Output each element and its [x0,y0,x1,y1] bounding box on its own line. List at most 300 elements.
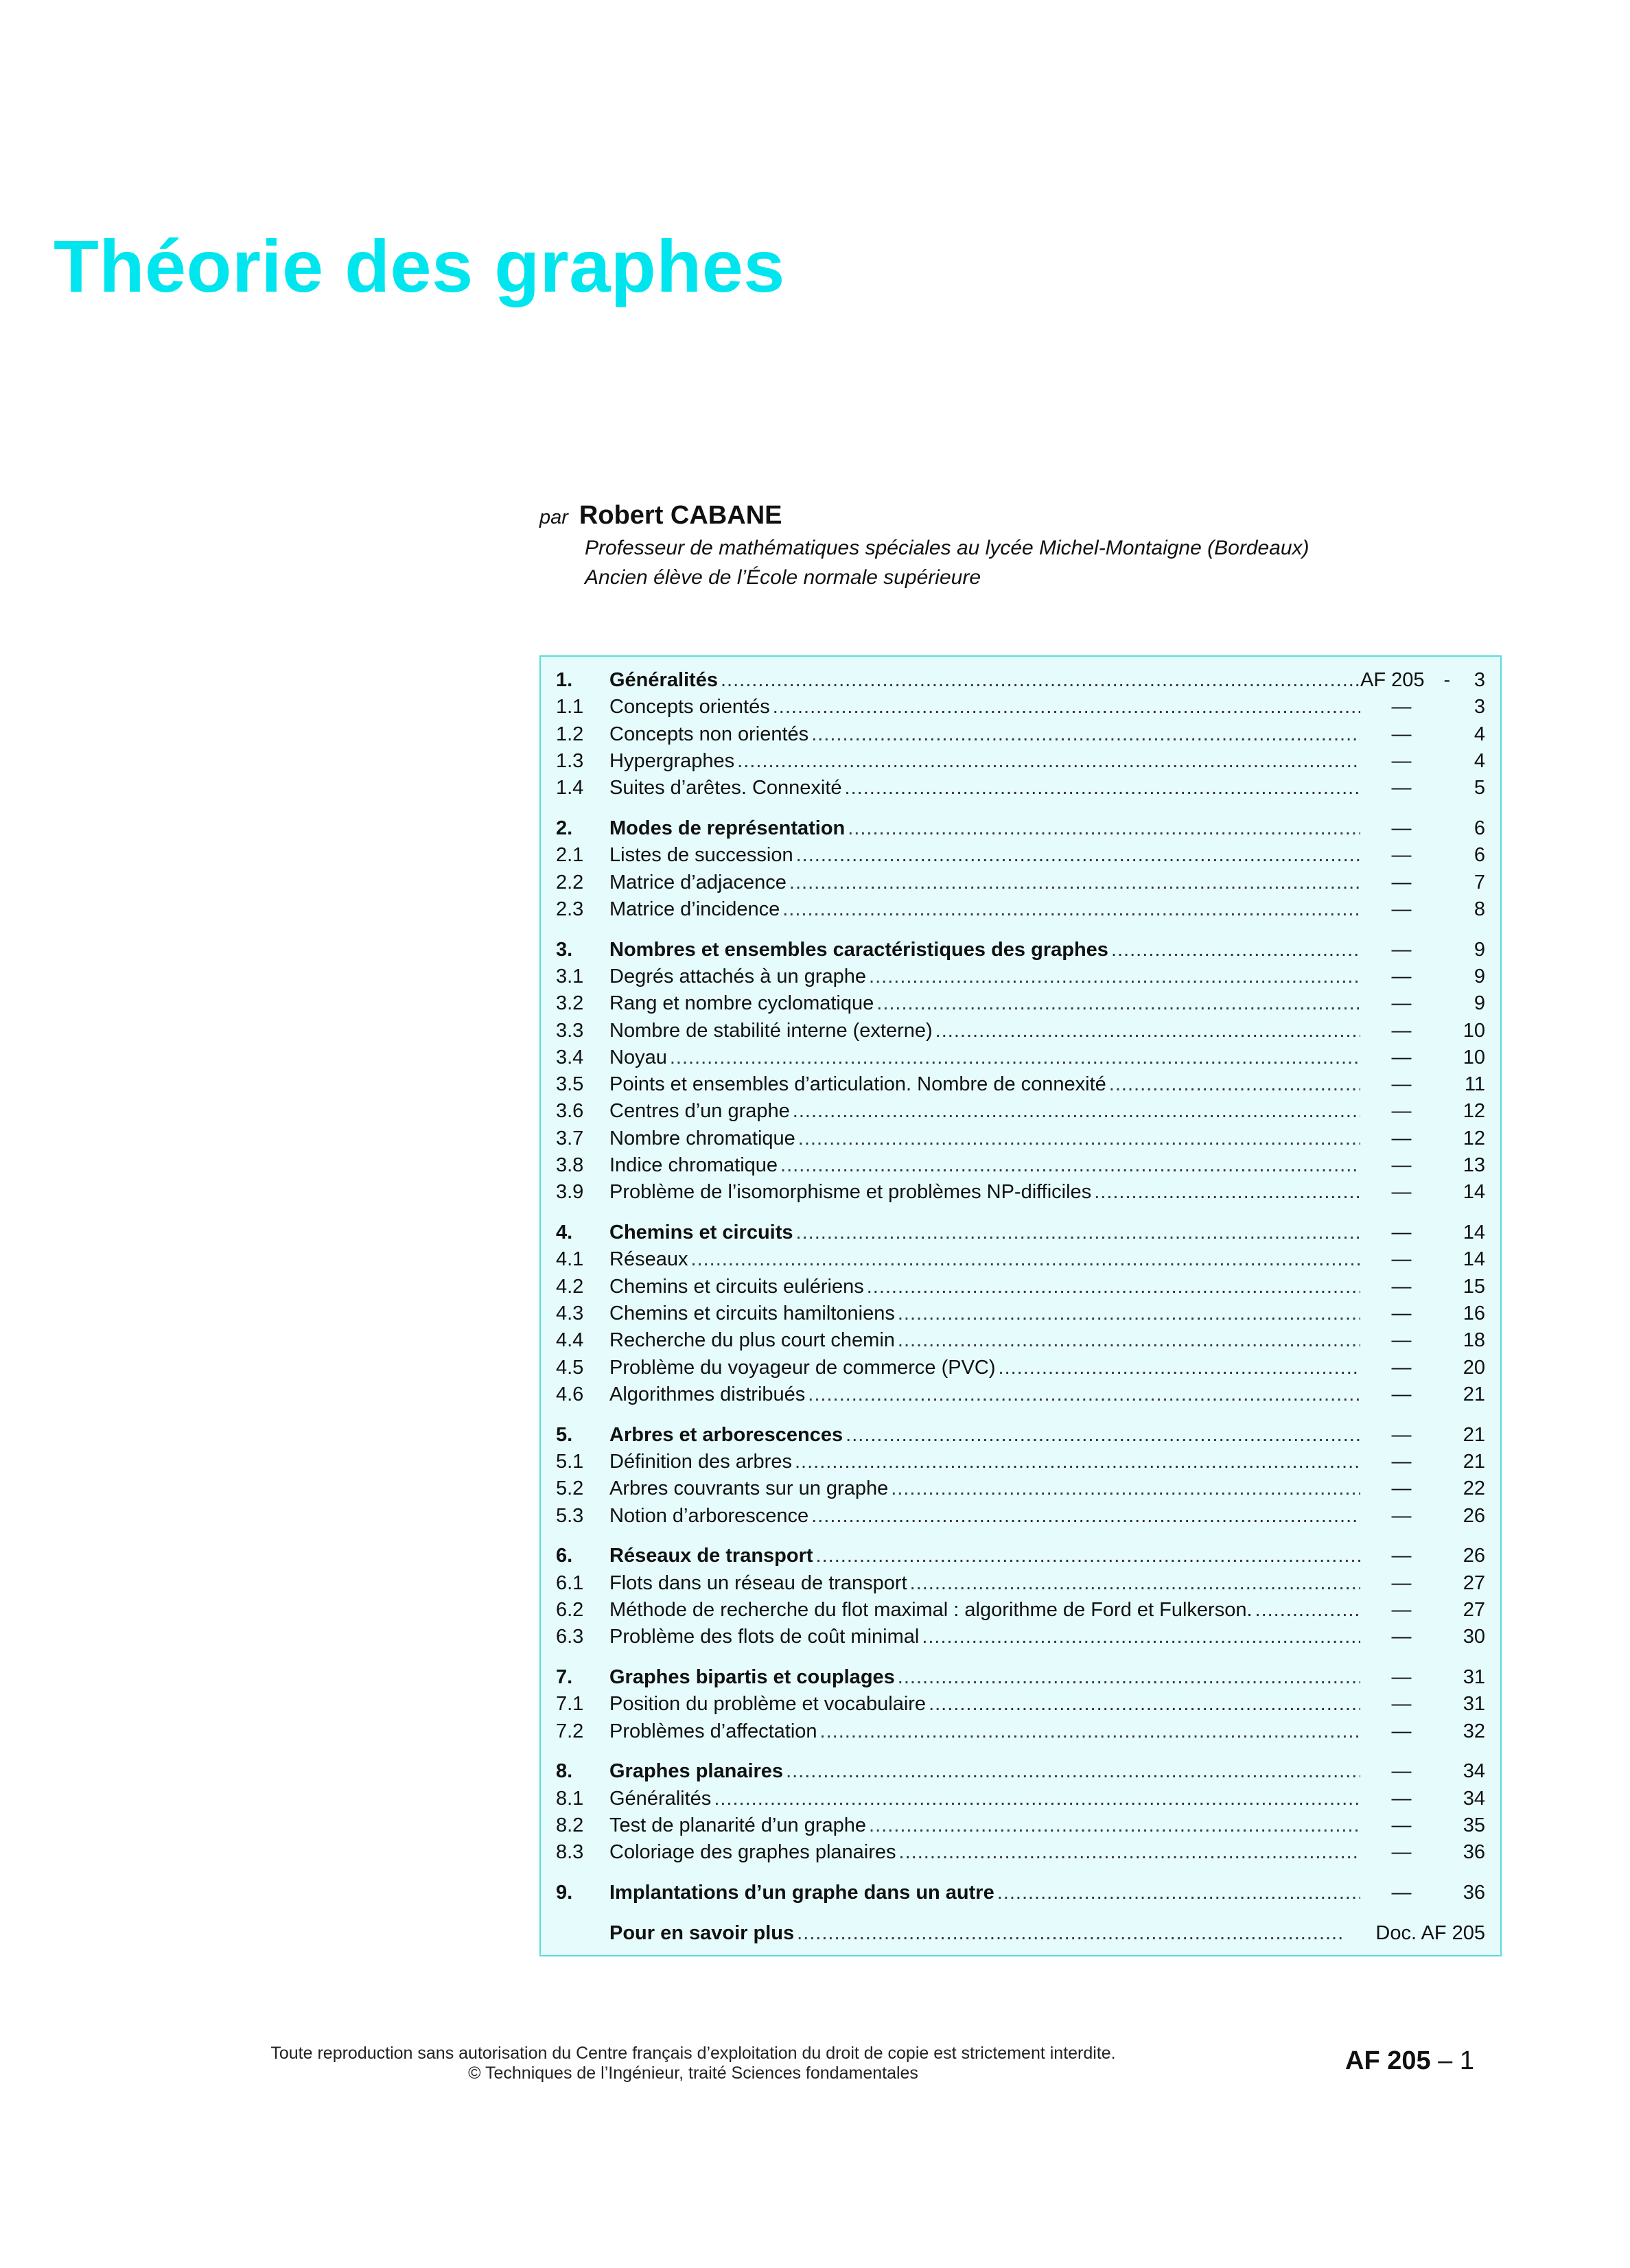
toc-subsection-row [541,1329,1500,1356]
toc-reference-code: — [1391,1626,1412,1648]
toc-number: 5.2 [556,1477,584,1500]
toc-subsection-row [541,1248,1500,1275]
toc-number: 7.2 [556,1720,584,1742]
toc-leader-dots [898,1329,1360,1352]
toc-number: 3.6 [556,1100,584,1123]
toc-number: 2.2 [556,871,584,893]
toc-reference-code: — [1391,1181,1412,1204]
toc-title: Pour en savoir plus [609,1921,795,1944]
toc-title: Hypergraphes [609,749,735,772]
toc-reference [1360,817,1443,840]
toc-reference-code: — [1391,1760,1412,1783]
toc-leader-dots [820,1720,1360,1743]
toc-subsection-row [541,1302,1500,1329]
toc-reference [1360,1276,1443,1298]
toc-reference [1360,1477,1443,1500]
toc-subsection-row [541,1505,1500,1532]
page-dash: – [1430,2046,1460,2075]
toc-title: Nombre chromatique [609,1127,795,1149]
toc-page-number: 15 [1463,1275,1485,1298]
toc-reference [1360,1221,1443,1244]
toc-reference-code: — [1391,871,1412,893]
toc-page-number: 3 [1474,669,1485,691]
toc-subsection-row [541,1383,1500,1410]
toc-subsection-row [541,1047,1500,1073]
toc-subsection-row [541,1814,1500,1841]
toc-subsection-row [541,872,1500,898]
toc-number: 1.4 [556,777,584,799]
toc-leader-dots [891,1477,1360,1500]
toc-leader-dots [997,1882,1360,1904]
toc-reference [1360,1545,1443,1567]
toc-leader-dots [999,1357,1360,1379]
toc-reference-code: — [1391,1154,1412,1177]
toc-number: 4.3 [556,1302,584,1325]
toc-reference [1360,1302,1443,1325]
toc-page-number: 27 [1463,1571,1485,1594]
toc-number: 3.5 [556,1073,584,1096]
toc-leader-dots [714,1788,1360,1810]
toc-leader-dots [867,1276,1360,1298]
toc-reference [1360,1329,1443,1352]
toc-leader-dots [898,1666,1360,1689]
author-block [539,500,1309,592]
toc-page-number: 20 [1463,1356,1485,1379]
toc-reference-code: — [1391,1019,1412,1042]
toc-reference [1360,872,1443,894]
toc-title: Problème de l’isomorphisme et problèmes NP-difficiles [609,1181,1092,1204]
toc-section-row [541,1545,1500,1571]
toc-subsection-row [541,1100,1500,1127]
toc-section-row [541,1666,1500,1693]
toc-title: Graphes planaires [609,1760,784,1783]
toc-section-row [541,1221,1500,1248]
toc-leader-dots [1109,1073,1360,1096]
toc-title: Flots dans un réseau de transport [609,1571,907,1594]
toc-page-number: 9 [1474,965,1485,987]
toc-section-row [541,817,1500,844]
toc-reference [1360,1047,1443,1069]
toc-reference-code: — [1391,992,1412,1015]
toc-page-number: 21 [1463,1383,1485,1405]
toc-leader-dots [935,1020,1360,1042]
toc-subsection-row [541,1357,1500,1383]
toc-reference [1360,1424,1443,1447]
toc-title: Arbres et arborescences [609,1423,843,1446]
toc-section-row [541,939,1500,966]
toc-number: 1.3 [556,749,584,772]
toc-subsection-row [541,1477,1500,1504]
table-of-contents [539,655,1502,1956]
toc-subsection-row [541,1841,1500,1868]
footer-line-1: Toute reproduction sans autorisation du Centre français d’exploitation du droit de copie est strictement interdite. [270,2044,1116,2063]
toc-reference-code: — [1391,817,1412,839]
toc-page-number: 8 [1474,898,1485,920]
toc-title: Concepts non orientés [609,723,809,745]
toc-number: 3.9 [556,1181,584,1204]
toc-page-number: 5 [1474,777,1485,799]
toc-page-number: 14 [1463,1221,1485,1244]
toc-leader-dots [869,1814,1360,1837]
toc-subsection-row [541,1693,1500,1720]
toc-subsection-row [541,844,1500,871]
toc-reference [1360,723,1443,746]
toc-subsection-row [541,1572,1500,1599]
toc-subsection-row [541,1020,1500,1047]
toc-leader-dots [811,723,1360,746]
toc-subsection-row [541,777,1500,804]
toc-number: 5.3 [556,1504,584,1527]
toc-number: 6.1 [556,1571,584,1594]
toc-leader-dots [846,1424,1360,1447]
toc-subsection-row [541,1451,1500,1477]
toc-page-number: 26 [1463,1545,1485,1567]
toc-leader-dots [1094,1181,1360,1204]
toc-reference [1360,1788,1443,1810]
toc-section-row [541,1424,1500,1451]
toc-reference [1360,844,1443,867]
toc-number: 4.5 [556,1356,584,1379]
toc-leader-dots [795,1451,1360,1473]
toc-reference-code: — [1391,749,1412,772]
toc-leader-dots [789,872,1360,894]
toc-number: 3. [556,938,573,961]
toc-page-number: 31 [1463,1666,1485,1689]
toc-reference [1360,1357,1443,1379]
toc-number: 3.8 [556,1154,584,1177]
toc-leader-dots [899,1841,1360,1864]
toc-number: 8. [556,1760,573,1783]
toc-page-number: 10 [1463,1019,1485,1042]
toc-reference-code: AF 205 [1360,669,1425,691]
toc-page-number: 7 [1474,871,1485,893]
toc-reference-code: — [1391,1356,1412,1379]
toc-page-number: 10 [1463,1046,1485,1068]
toc-title: Chemins et circuits eulériens [609,1275,864,1298]
toc-section-row [541,1760,1500,1787]
toc-reference [1360,1720,1443,1743]
toc-reference-code: — [1391,1882,1412,1904]
toc-title: Nombres et ensembles caractéristiques des graphes [609,938,1108,961]
toc-title: Graphes bipartis et couplages [609,1666,895,1689]
toc-leader-dots [808,1383,1360,1406]
toc-page-number: 34 [1463,1787,1485,1810]
toc-number: 7.1 [556,1693,584,1716]
toc-page-number: 21 [1463,1451,1485,1473]
toc-reference-code: — [1391,1451,1412,1473]
toc-number: 3.3 [556,1019,584,1042]
toc-reference: Doc. AF 205 [1375,1921,1485,1944]
author-affiliation-2: Ancien élève de l’École normale supérieure [585,566,981,589]
toc-reference-code: — [1391,1693,1412,1716]
toc-title: Problème des flots de coût minimal [609,1626,920,1648]
toc-section-row [541,669,1500,696]
toc-number: 8.3 [556,1841,584,1864]
author-line [539,500,1309,533]
page-number: 1 [1459,2046,1475,2075]
toc-leader-dots [796,1221,1360,1244]
toc-leader-dots [848,817,1360,840]
toc-leader-dots [876,992,1360,1015]
toc-leader-dots [910,1572,1360,1595]
author-affiliation-1: Professeur de mathématiques spéciales au lycée Michel-Montaigne (Bordeaux) [585,537,1309,559]
toc-reference [1360,1127,1443,1150]
toc-reference [1360,1100,1443,1123]
toc-reference [1360,1666,1443,1689]
toc-reference [1360,1020,1443,1042]
toc-title: Méthode de recherche du flot maximal : algorithme de Ford et Fulkerson. [609,1599,1253,1621]
toc-reference [1360,750,1443,773]
toc-number: 3.4 [556,1046,584,1068]
toc-subsection-row [541,1788,1500,1814]
toc-title: Nombre de stabilité interne (externe) [609,1019,933,1042]
toc-title: Chemins et circuits [609,1221,793,1244]
toc-page-number: 4 [1474,749,1485,772]
toc-section-row [541,1922,1500,1949]
toc-page-number: 35 [1463,1814,1485,1837]
toc-title: Modes de représentation [609,817,846,839]
toc-number: 3.1 [556,965,584,987]
toc-page-number: 21 [1463,1423,1485,1446]
toc-title: Problèmes d’affectation [609,1720,817,1742]
toc-subsection-row [541,1073,1500,1100]
toc-page-number: 9 [1474,938,1485,961]
toc-page-number: 18 [1463,1329,1485,1352]
toc-reference-code: — [1391,1275,1412,1298]
toc-title: Test de planarité d’un graphe [609,1814,867,1837]
toc-number: 4.2 [556,1275,584,1298]
toc-leader-dots [780,1154,1360,1177]
document-code: AF 205 [1345,2046,1431,2075]
toc-title: Matrice d’adjacence [609,871,787,893]
toc-subsection-row [541,1276,1500,1302]
toc-reference [1360,1882,1443,1904]
toc-title: Concepts orientés [609,696,770,718]
toc-number: 3.2 [556,992,584,1015]
toc-title: Centres d’un graphe [609,1100,790,1123]
toc-reference [1360,1572,1443,1595]
toc-number: 5. [556,1423,573,1446]
toc-leader-dots [737,750,1360,773]
toc-reference-code: — [1391,1046,1412,1068]
toc-reference [1360,939,1443,961]
toc-title: Généralités [609,1787,712,1810]
toc-subsection-row [541,723,1500,750]
toc-title: Noyau [609,1046,667,1068]
toc-reference-code: — [1391,1127,1412,1149]
copyright-footer [206,2044,1180,2083]
toc-leader-dots [898,1302,1360,1325]
toc-leader-dots [796,844,1360,867]
toc-leader-dots [786,1760,1360,1783]
toc-page-number: 4 [1474,723,1485,745]
toc-page-number: 36 [1463,1882,1485,1904]
toc-page-number: 16 [1463,1302,1485,1325]
toc-title: Réseaux [609,1248,688,1271]
toc-leader-dots [670,1047,1360,1069]
toc-page-number: 9 [1474,992,1485,1015]
toc-title: Réseaux de transport [609,1545,813,1567]
toc-reference-code: — [1391,1100,1412,1123]
toc-page-number: 6 [1474,844,1485,867]
toc-page-number: 22 [1463,1477,1485,1500]
toc-reference-code: — [1391,1841,1412,1864]
toc-title: Points et ensembles d’articulation. Nombre de connexité [609,1073,1106,1096]
toc-number: 1.2 [556,723,584,745]
toc-number: 3.7 [556,1127,584,1149]
toc-reference-code: — [1391,898,1412,920]
toc-title: Degrés attachés à un graphe [609,965,867,987]
toc-reference [1360,1693,1443,1716]
toc-reference [1360,1814,1443,1837]
toc-reference-code: — [1391,1073,1412,1096]
toc-page-number: 14 [1463,1248,1485,1271]
toc-page-number: 27 [1463,1599,1485,1621]
toc-number: 5.1 [556,1451,584,1473]
toc-title: Arbres couvrants sur un graphe [609,1477,889,1500]
author-prefix: par [539,506,568,528]
toc-title: Algorithmes distribués [609,1383,806,1405]
toc-title: Coloriage des graphes planaires [609,1841,896,1864]
toc-number: 2.3 [556,898,584,920]
toc-subsection-row [541,1181,1500,1208]
toc-subsection-row [541,1720,1500,1747]
toc-leader-dots [798,1127,1360,1150]
toc-page-number: 30 [1463,1626,1485,1648]
toc-leader-dots [690,1248,1360,1271]
toc-page-number: 34 [1463,1760,1485,1783]
toc-reference-code: — [1391,1720,1412,1742]
toc-number: 4.4 [556,1329,584,1352]
toc-subsection-row [541,1127,1500,1154]
toc-reference-code: — [1391,965,1412,987]
toc-number: 1. [556,669,573,691]
toc-title: Généralités [609,669,718,691]
toc-leader-dots [929,1693,1360,1716]
toc-number: 7. [556,1666,573,1689]
toc-title: Suites d’arêtes. Connexité [609,777,842,799]
toc-title: Indice chromatique [609,1154,778,1177]
toc-subsection-row [541,750,1500,777]
author-name: Robert CABANE [579,501,782,530]
toc-leader-dots [782,898,1360,921]
toc-section-row [541,1882,1500,1908]
toc-reference [1360,1248,1443,1271]
toc-page-number: 26 [1463,1504,1485,1527]
toc-subsection-row [541,1626,1500,1652]
toc-reference-code: — [1391,1666,1412,1689]
toc-reference-code: — [1391,1302,1412,1325]
toc-number: 8.1 [556,1787,584,1810]
toc-number: 6.2 [556,1599,584,1621]
toc-subsection-row [541,992,1500,1019]
toc-reference [1360,696,1443,718]
toc-reference-separator: - [1443,669,1451,691]
toc-reference [1360,1626,1443,1648]
toc-leader-dots [922,1626,1360,1648]
toc-reference-code: — [1391,1423,1412,1446]
toc-subsection-row [541,1154,1500,1181]
toc-subsection-row [541,696,1500,723]
toc-reference-code: — [1391,1329,1412,1352]
toc-reference [1360,966,1443,988]
toc-leader-dots [1255,1599,1360,1622]
toc-reference [1360,1073,1443,1096]
toc-leader-dots [845,777,1360,799]
toc-reference-code: — [1391,1248,1412,1271]
toc-reference-code: — [1391,1504,1412,1527]
toc-number: 6.3 [556,1626,584,1648]
toc-reference-code: — [1391,723,1412,745]
toc-reference-code: — [1391,696,1412,718]
toc-reference-code: — [1391,1814,1412,1837]
toc-reference [1360,898,1443,921]
toc-reference [1360,1181,1443,1204]
toc-reference-code: — [1391,1383,1412,1405]
toc-number: 6. [556,1545,573,1567]
toc-subsection-row [541,966,1500,992]
toc-leader-dots [1111,939,1360,961]
toc-page-number: 11 [1464,1073,1485,1096]
toc-reference [1360,777,1443,799]
toc-number: 8.2 [556,1814,584,1837]
toc-title: Définition des arbres [609,1451,792,1473]
toc-title: Matrice d’incidence [609,898,780,920]
toc-reference [1360,669,1451,692]
toc-title: Position du problème et vocabulaire [609,1693,927,1716]
toc-leader-dots [869,966,1360,988]
toc-page-number: 3 [1474,696,1485,718]
toc-title: Rang et nombre cyclomatique [609,992,874,1015]
toc-reference [1360,1383,1443,1406]
toc-title: Notion d’arborescence [609,1504,809,1527]
toc-number: 2. [556,817,573,839]
toc-reference [1360,992,1443,1015]
toc-reference [1360,1760,1443,1783]
toc-number: 1.1 [556,696,584,718]
toc-reference [1360,1599,1443,1622]
toc-reference [1360,1841,1443,1864]
toc-page-number: 31 [1463,1693,1485,1716]
toc-reference-code: — [1391,1571,1412,1594]
toc-leader-dots [797,1922,1345,1945]
toc-reference-code: — [1391,1599,1412,1621]
toc-leader-dots [811,1505,1360,1528]
toc-reference-code: — [1391,1477,1412,1500]
toc-page-number: 6 [1474,817,1485,839]
toc-number: 4.6 [556,1383,584,1405]
toc-page-number: 12 [1463,1127,1485,1149]
toc-number: 2.1 [556,844,584,867]
toc-reference [1360,1451,1443,1473]
toc-reference [1360,1154,1443,1177]
toc-reference-code: — [1391,1545,1412,1567]
toc-leader-dots [721,669,1360,692]
footer-line-2: © Techniques de l’Ingénieur, traité Sciences fondamentales [468,2064,918,2083]
toc-reference-code: — [1391,938,1412,961]
toc-subsection-row [541,898,1500,925]
toc-number: 4. [556,1221,573,1244]
toc-leader-dots [816,1545,1360,1567]
toc-page-number: 36 [1463,1841,1485,1864]
toc-number: 4.1 [556,1248,584,1271]
toc-reference-code: — [1391,844,1412,867]
page-number-mark [1345,2046,1474,2076]
toc-reference-code: — [1391,1787,1412,1810]
toc-page-number: 32 [1463,1720,1485,1742]
toc-subsection-row [541,1599,1500,1626]
toc-leader-dots [793,1100,1360,1123]
